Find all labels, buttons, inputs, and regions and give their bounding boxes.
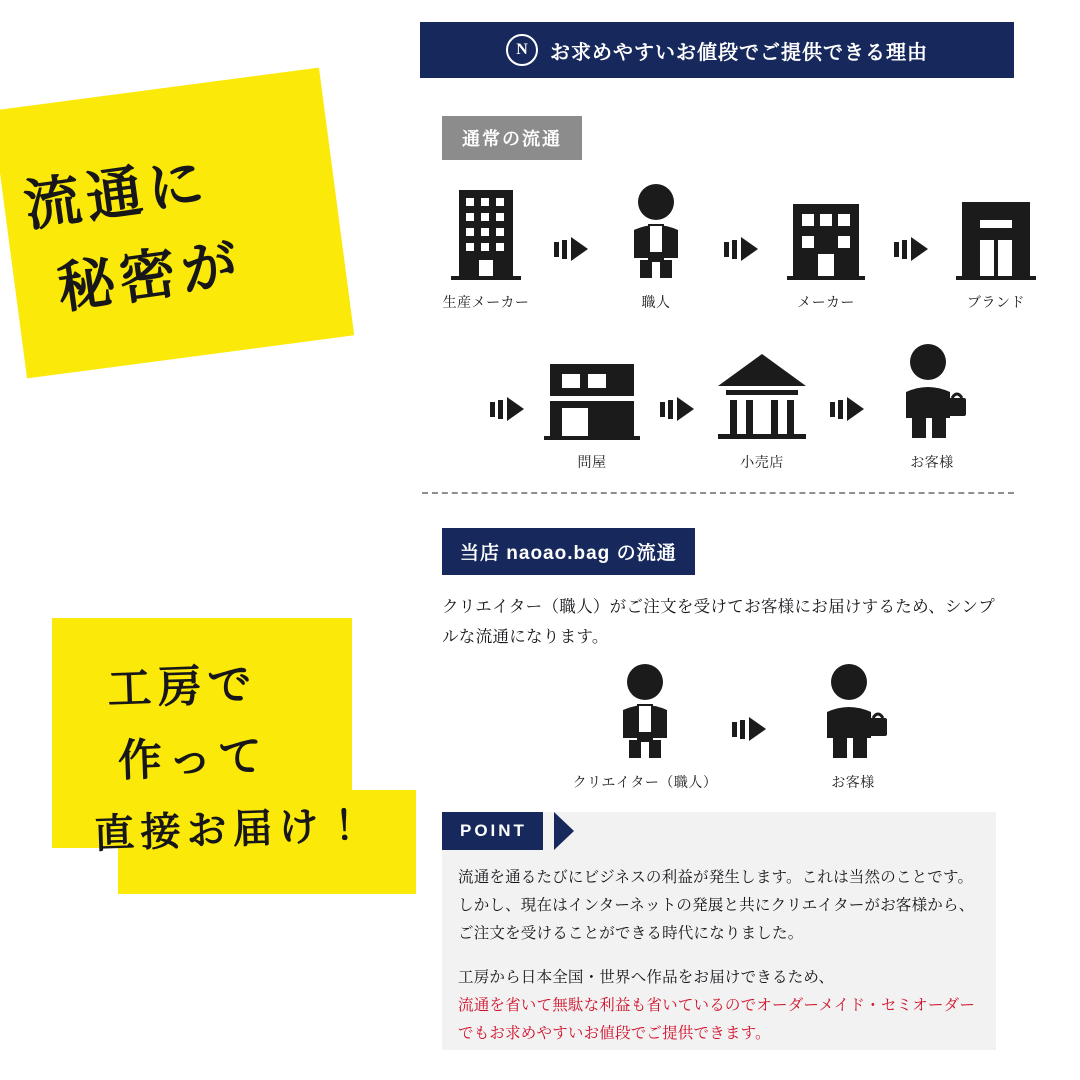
- flow-node-caption: メーカー: [797, 294, 855, 310]
- flow-arrow-icon: [478, 372, 536, 472]
- normal-flow-row-2: [478, 340, 988, 472]
- flow-node-caption: 小売店: [740, 454, 784, 470]
- flow-node-caption: 問屋: [577, 454, 607, 470]
- point-paragraph-2-highlight: 流通を省いて無駄な利益も省いているのでオーダーメイド・セミオーダーでもお求めやすいお値段でご提供できます。: [458, 997, 976, 1042]
- callout-bottom-line1: 工房で: [106, 659, 259, 716]
- header-title: お求めやすいお値段でご提供できる理由: [550, 41, 928, 64]
- callout-top-line1: 流通に: [20, 149, 214, 240]
- flow-node-factory: [430, 180, 542, 312]
- flow-node-customer: [876, 340, 988, 472]
- callout-bottom-line2: 作って: [117, 730, 269, 787]
- flow-node-retail: [706, 340, 818, 472]
- retail-store-icon: [710, 340, 814, 440]
- brand-shop-icon: [954, 180, 1038, 280]
- section-divider: [422, 492, 1014, 494]
- content-column: [420, 0, 1080, 1080]
- flow-node-caption: お客様: [831, 774, 875, 790]
- flow-node-maker: [770, 180, 882, 312]
- callout-text-top: [19, 136, 249, 335]
- customer-person-icon: [896, 340, 968, 440]
- normal-flow-row-1: [430, 180, 1052, 312]
- brand-logo-icon: N: [506, 34, 538, 66]
- header-banner: [420, 22, 1014, 78]
- flow-node-caption: クリエイター（職人）: [572, 774, 718, 790]
- flow-arrow-icon: [882, 212, 940, 312]
- flow-node-caption: ブランド: [967, 294, 1025, 310]
- flow-node-craftsman: [600, 180, 712, 312]
- factory-building-icon: [447, 180, 525, 280]
- flow-node-caption: 生産メーカー: [442, 294, 530, 310]
- our-flow-description: クリエイター（職人）がご注文を受けてお客様にお届けするため、シンプルな流通になります。: [442, 598, 995, 646]
- callout-top-line2: 秘密が: [54, 231, 248, 322]
- creator-person-icon: [615, 660, 675, 760]
- callout-bottom-line3: 直接お届け！: [93, 802, 372, 858]
- our-flow-row: [570, 660, 928, 792]
- flow-node-creator: [570, 660, 720, 792]
- point-box: [442, 812, 996, 1050]
- flow-arrow-icon: [542, 212, 600, 312]
- flow-node-wholesaler: [536, 340, 648, 472]
- craftsman-person-icon: [626, 180, 686, 280]
- callout-text-bottom: [88, 645, 371, 871]
- section-label-normal-flow: 通常の流通: [442, 116, 582, 160]
- point-body: [458, 864, 982, 1048]
- point-tag: POINT: [442, 812, 543, 850]
- flow-node-caption: お客様: [910, 454, 954, 470]
- flow-arrow-icon: [818, 372, 876, 472]
- maker-building-icon: [785, 180, 867, 280]
- flow-node-caption: 職人: [641, 294, 671, 310]
- customer-person-icon: [817, 660, 889, 760]
- flow-node-brand: [940, 180, 1052, 312]
- point-paragraph-2-line1: 工房から日本全国・世界へ作品をお届けできるため、: [458, 969, 835, 986]
- flow-arrow-icon: [712, 212, 770, 312]
- wholesaler-building-icon: [540, 340, 644, 440]
- flow-arrow-icon: [648, 372, 706, 472]
- section-label-our-flow: 当店 naoao.bag の流通: [442, 528, 695, 575]
- point-tag-arrow-icon: [554, 812, 574, 850]
- flow-arrow-icon: [720, 692, 778, 792]
- point-paragraph-1: 流通を通るたびにビジネスの利益が発生します。これは当然のことです。しかし、現在はインターネットの発展と共にクリエイターがお客様から、ご注文を受けることができる時代になりました。: [458, 869, 975, 942]
- flow-node-customer: [778, 660, 928, 792]
